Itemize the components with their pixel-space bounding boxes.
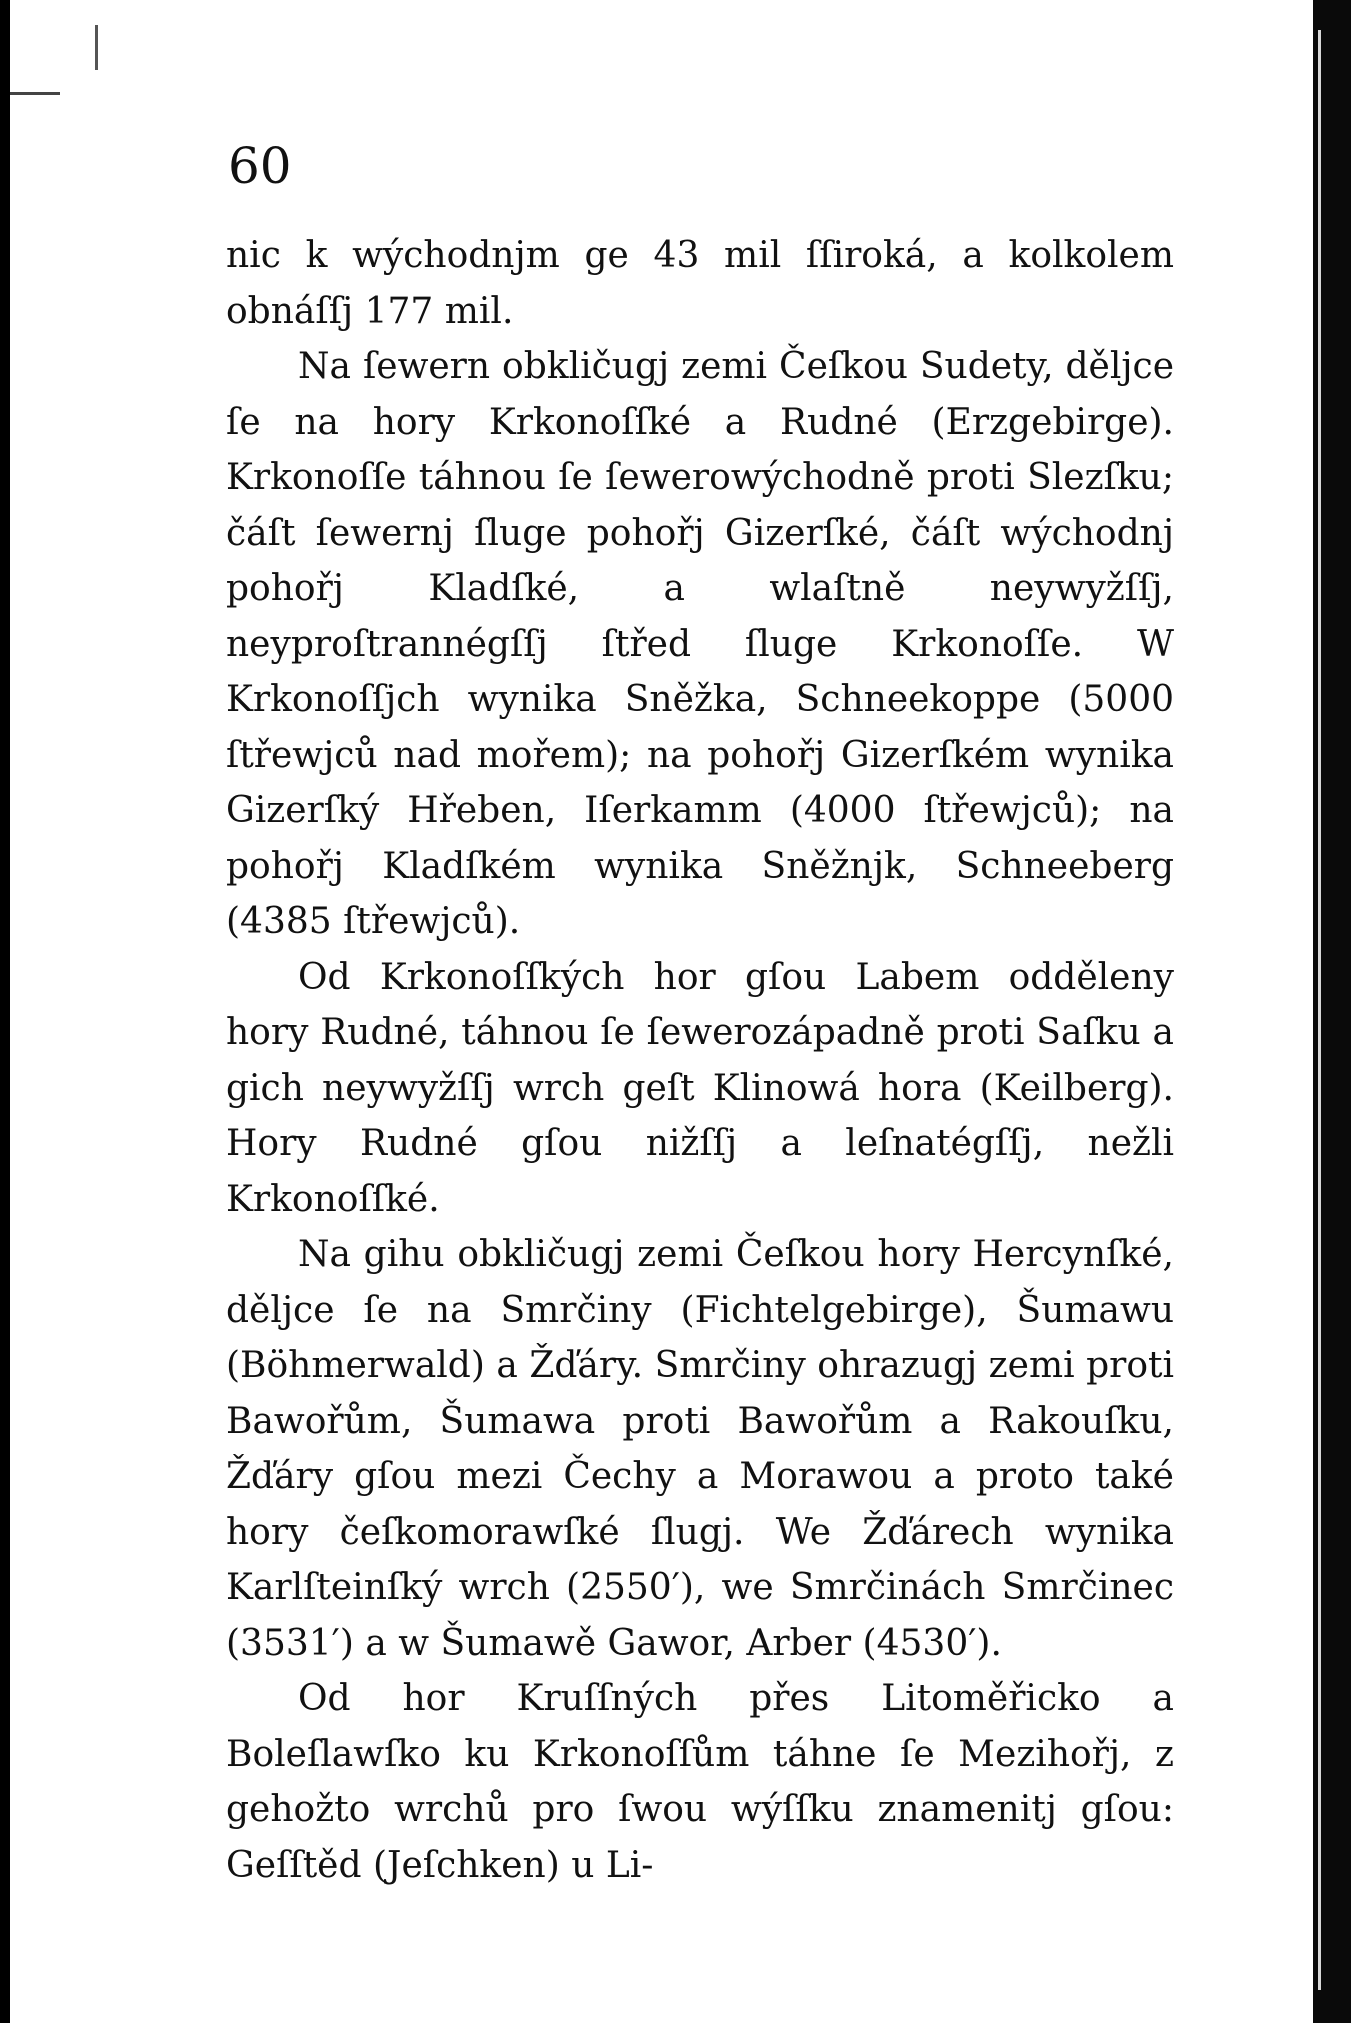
paragraph-1: nic k wýchodnjm ge 43 mil ſſiroká, a kolkolem obnáſſj 177 mil. bbox=[226, 235, 1174, 332]
page-edge-line bbox=[1318, 30, 1321, 1990]
body-text bbox=[226, 228, 1174, 1893]
page-number: 60 bbox=[228, 137, 292, 195]
scan-tick-mark bbox=[95, 25, 98, 70]
paragraph-5: Od hor Kruſſných přes Litoměřicko a Boleſlawſko ku Krkonoſſům táhne ſe Mezihořj, z gehožto wrchů pro ſwou wýſſku znamenitj gſou: Geſſtěd (Jeſchken) u Li- bbox=[226, 1678, 1174, 1886]
paragraph-4: Na gihu obkličugj zemi Čeſkou hory Hercynſké, děljce ſe na Smrčiny (Fichtelgebirge), Šumawu (Böhmerwald) a Žďáry. Smrčiny ohrazugj zemi proti Bawořům, Šumawa proti Bawořům a Rakouſku, Žďáry gſou mezi Čechy a Morawou a proto také hory čeſkomorawſké ſlugj. We Žďárech wynika Karlſteinſký wrch (2550′), we Smrčinách Smrčinec (3531′) a w Šumawě Gawor, Arber (4530′). bbox=[226, 1234, 1174, 1664]
paragraph-2: Na ſewern obkličugj zemi Čeſkou Sudety, děljce ſe na hory Krkonoſſké a Rudné (Erzgebirge). Krkonoſſe táhnou ſe ſewerowýchodně proti Slezſku; čáſt ſewernj ſluge pohořj Gizerſké, čáſt wýchodnj pohořj Kladſké, a wlaſtně neywyžſſj, neyproſtrannégſſj ſtřed ſluge Krkonoſſe. W Krkonoſſjch wynika Sněžka, Schneekoppe (5000 ſtřewjců nad mořem); na pohořj Gizerſkém wynika Gizerſký Hřeben, Iſerkamm (4000 ſtřewjců); na pohořj Kladſkém wynika Sněžnjk, Schneeberg (4385 ſtřewjců). bbox=[226, 346, 1174, 942]
scan-corner-mark bbox=[10, 92, 60, 95]
paragraph-3: Od Krkonoſſkých hor gſou Labem odděleny hory Rudné, táhnou ſe ſewerozápadně proti Saſku a gich neywyžſſj wrch geſt Klinowá hora (Keilberg). Hory Rudné gſou nižſſj a leſnatégſſj, nežli Krkonoſſké. bbox=[226, 956, 1174, 1220]
